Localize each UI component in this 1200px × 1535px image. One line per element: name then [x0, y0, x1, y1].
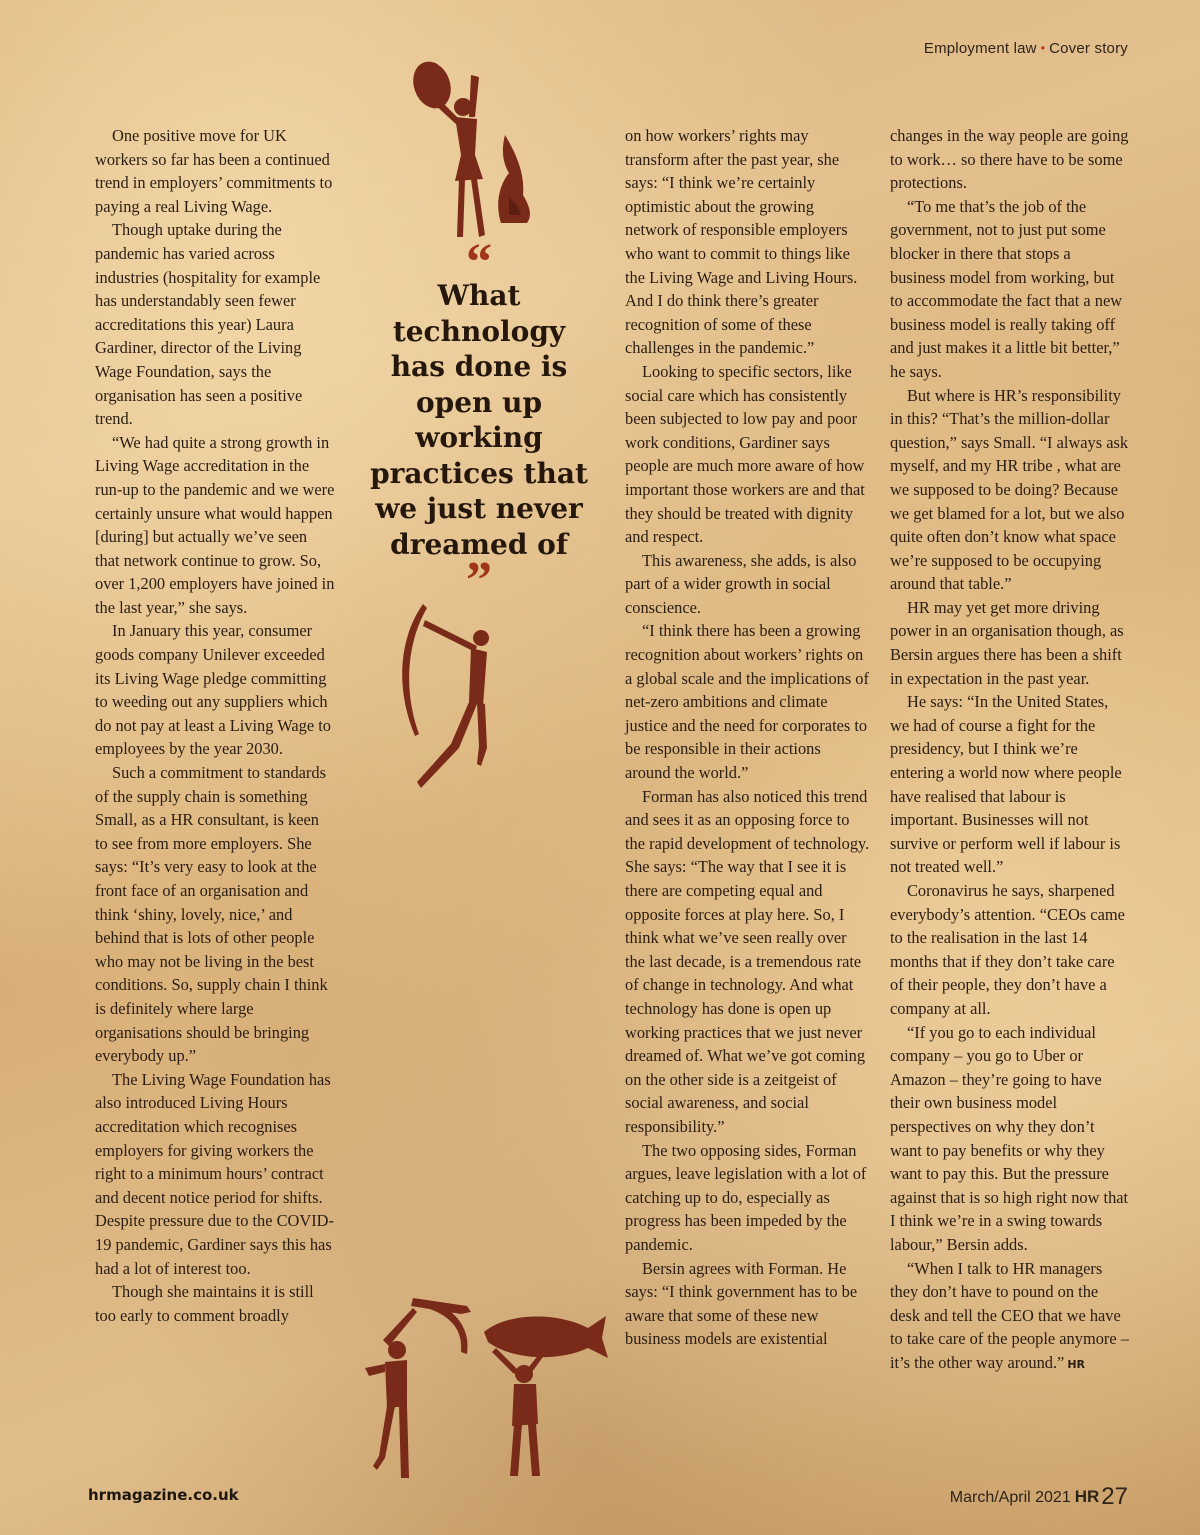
paragraph: One positive move for UK workers so far has been a continued trend in employers’ commitments to paying a real Living Wage.	[95, 126, 333, 216]
article-column-2	[625, 124, 870, 1351]
article-column-3	[890, 124, 1130, 1376]
paragraph: Coronavirus he says, sharpened everybody’s attention. “CEOs came to the realisation in the last 14 months that if they don’t take care of their people, they don’t have a company at all.	[890, 881, 1125, 1018]
paragraph: “We had quite a strong growth in Living Wage accreditation in the run-up to the pandemic and we were certainly unsure what would happen [during] but actually we’ve seen that network continue to grow. So, over 1,200 employers have joined in the last year,” she says.	[95, 432, 335, 617]
paragraph: on how workers’ rights may transform after the past year, she says: “I think we’re certainly optimistic about the growing network of responsible employers who want to commit to things like the Living Wage and Living Hours. And I do think there’s greater recognition of some of these challenges in the pandemic.”	[625, 126, 858, 358]
paragraph: This awareness, she adds, is also part of a wider growth in social conscience.	[625, 550, 857, 617]
paragraph: “I think there has been a growing recognition about workers’ rights on a global scale and the implications of net-zero ambitions and climate justice and the need for corporates to be responsible in their actions around the world.”	[625, 621, 869, 783]
header-category: Cover story	[1049, 40, 1128, 57]
paragraph: The two opposing sides, Forman argues, leave legislation with a lot of catching up to do, especially as progress has been impeded by the pandemic.	[625, 1140, 867, 1254]
figure-with-bow-icon	[385, 598, 515, 798]
page-number: 27	[1101, 1483, 1128, 1510]
paragraph: changes in the way people are going to work… so there have to be some protections.	[890, 126, 1129, 193]
article-column-1	[95, 124, 335, 1327]
running-header	[924, 40, 1128, 57]
figure-with-spear-icon	[355, 1288, 485, 1483]
paragraph: Looking to specific sectors, like social care which has consistently been subjected to low pay and poor work conditions, Gardiner says people are much more aware of how important those workers are and that they should be treated with dignity and respect.	[625, 361, 865, 547]
paragraph: In January this year, consumer goods company Unilever exceeded its Living Wage pledge committing to weeding out any suppliers which do not pay at least a Living Wage to employees by the year 2030.	[95, 621, 331, 759]
pull-quote-text: What technology has done is open up working practices that we just never dreamed of	[370, 279, 588, 561]
paragraph: Forman has also noticed this trend and sees it as an opposing force to the rapid development of technology. She says: “The way that I see it is there are competing equal and opposite forces at play here. So, I think what we’ve seen really over the last decade, is a tremendous rate of change in technology. And what technology has done is open up working practices that we just never dreamed of. What we’ve got coming on the other side is a zeitgeist of social awareness, and social responsibility.”	[625, 786, 870, 1136]
paragraph: Such a commitment to standards of the supply chain is something Small, as a HR consultant, is keen to see from more employers. She says: “It’s very easy to look at the front face of an organisation and think ‘shiny, lovely, nice,’ and behind that is lots of other people who may not be living in the best conditions. So, supply chain I think is definitely where large organisations should be bringing everybody up.”	[95, 763, 328, 1066]
pull-quote	[370, 234, 588, 609]
footer-folio	[950, 1483, 1128, 1511]
paragraph: Though she maintains it is still too early to comment broadly	[95, 1282, 314, 1325]
paragraph: “To me that’s the job of the government, not to just put some blocker in there that stops a business model from working, but to accommodate the fact that a new business model is really taking off and just makes it a little bit better,” he says.	[890, 196, 1123, 381]
header-separator-dot: •	[1040, 41, 1046, 55]
paragraph: Though uptake during the pandemic has varied across industries (hospitality for example has understandably seen fewer accreditations this year) Laura Gardiner, director of the Living Wage Foundation, says the organisation has seen a positive trend.	[95, 220, 321, 429]
close-quote-icon: ”	[466, 552, 492, 609]
paragraph: The Living Wage Foundation has also introduced Living Hours accreditation which recognises employers for giving workers the right to a minimum hours’ contract and decent notice period for shifts. Despite pressure due to the COVID-19 pandemic, Gardiner says this has had a lot of interest too.	[95, 1069, 334, 1278]
footer-website: hrmagazine.co.uk	[88, 1486, 239, 1504]
paragraph-last-text: “When I talk to HR managers they don’t have to pound on the desk and tell the CEO that we have to take care of the people anymore – it’s the other way around.”	[890, 1258, 1129, 1372]
figure-carrying-fish-icon	[478, 1308, 613, 1483]
paragraph: He says: “In the United States, we had of course a fight for the presidency, but I think we’re entering a world now where people have realised that labour is important. Businesses will not survive or perform well if labour is not treated well.”	[890, 692, 1122, 877]
paragraph: Bersin agrees with Forman. He says: “I think government has to be aware that some of these new business models are existential	[625, 1258, 858, 1349]
paragraph: HR may yet get more driving power in an organisation though, as Bersin argues there has been a shift in expectation in the past year.	[890, 597, 1124, 688]
header-section: Employment law	[923, 40, 1037, 57]
footer-magazine-logo: HR	[1074, 1487, 1100, 1506]
paragraph: But where is HR’s responsibility in this? “That’s the million-dollar question,” says Small. “I always ask myself, and my HR tribe , what are we supposed to be doing? Because we get blamed for a lot, but we also quite often don’t know what space we’re supposed to be occupying around that table.”	[890, 385, 1129, 594]
footer-issue: March/April 2021	[949, 1489, 1071, 1506]
open-quote-icon: “	[466, 234, 492, 291]
paragraph-last	[890, 1257, 1130, 1377]
paragraph: “If you go to each individual company – you go to Uber or Amazon – they’re going to have their own business model perspectives on why they don’t want to pay benefits or why they want to pay this. But the pressure against that is so high right now that I think we’re in a swing towards labour,” Bersin adds.	[890, 1022, 1129, 1254]
end-mark: HR	[1067, 1357, 1086, 1371]
figure-with-torch-icon	[405, 55, 555, 250]
